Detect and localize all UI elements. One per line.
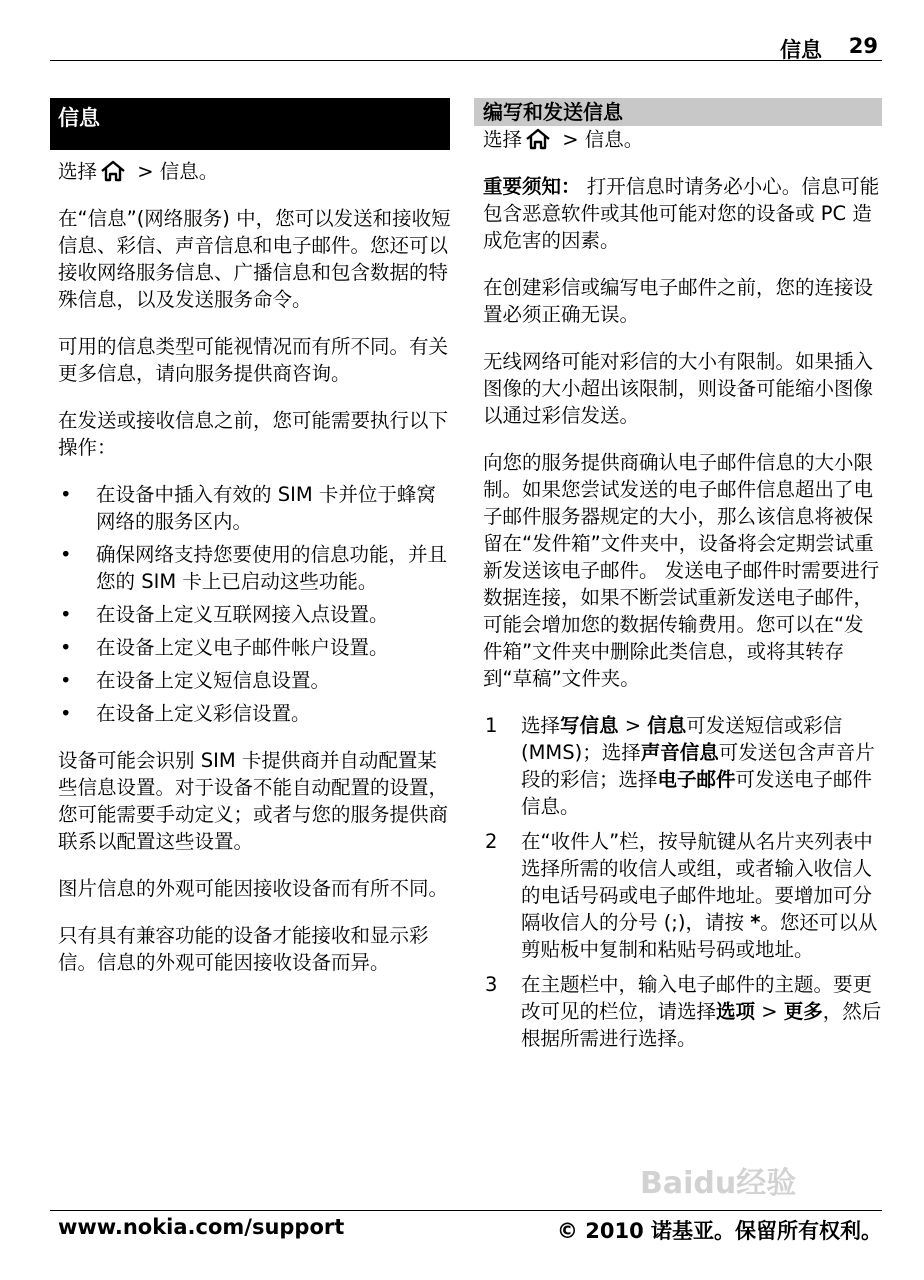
bullet-mark: • xyxy=(60,603,72,626)
step-text: 可发送包含声音片段的彩信；选择 xyxy=(521,741,875,791)
paragraph: 在创建彩信或编写电子邮件之前，您的连接设置必须正确无误。 xyxy=(483,276,874,326)
step-number: 1 xyxy=(485,714,498,737)
home-icon xyxy=(524,128,552,150)
left-column xyxy=(58,98,453,996)
list-item-text: 在设备上定义短信息设置。 xyxy=(96,669,331,692)
list-item xyxy=(58,667,453,694)
select-path xyxy=(58,158,453,185)
list-item-text: 在设备上定义电子邮件帐户设置。 xyxy=(96,636,389,659)
paragraph: 设备可能会识别 SIM 卡提供商并自动配置某些信息设置。对于设备不能自动配置的设置，您可能需要手动定义；或者与您的服务提供商联系以配置这些设置。 xyxy=(58,749,449,853)
paragraph: 在“信息”(网络服务) 中，您可以发送和接收短信息、彩信、声音信息和电子邮件。您还可以接收网络服务信息、广播信息和包含数据的特殊信息，以及发送服务命令。 xyxy=(58,207,451,311)
paragraph: 只有具有兼容功能的设备才能接收和显示彩信。信息的外观可能因接收设备而异。 xyxy=(58,924,429,974)
section-heading-write-send: 编写和发送信息 xyxy=(474,98,882,126)
select-prefix: 选择 xyxy=(58,160,98,183)
paragraph: 无线网络可能对彩信的大小有限制。如果插入图像的大小超出该限制，则设备可能缩小图像以通过彩信发送。 xyxy=(483,350,874,427)
list-item xyxy=(58,700,453,727)
bullet-mark: • xyxy=(60,543,72,566)
copyright: © 2010 诺基亚。保留所有权利。 xyxy=(556,1219,882,1243)
important-label: 重要须知： xyxy=(483,175,581,198)
select-prefix: 选择 xyxy=(483,128,523,151)
list-item xyxy=(58,541,453,595)
section-heading-messages: 信息 xyxy=(50,98,450,150)
step-emphasis: * xyxy=(750,911,761,934)
step-text: > xyxy=(755,1000,784,1023)
step-text: 选择 xyxy=(521,714,561,737)
step-text: ，然后根据所需进行选择。 xyxy=(521,1000,882,1050)
step-emphasis: 声音信息 xyxy=(640,741,719,764)
home-icon xyxy=(99,160,127,182)
step-text: 。您还可以从剪贴板中复制和粘贴号码或地址。 xyxy=(521,911,878,961)
bullet-mark: • xyxy=(60,483,72,506)
step-text: > xyxy=(618,714,648,737)
bullet-mark: • xyxy=(60,702,72,725)
step-text: 可发送电子邮件信息。 xyxy=(521,768,873,818)
paragraph: 在发送或接收信息之前，您可能需要执行以下操作： xyxy=(58,409,449,459)
page-footer xyxy=(50,1210,882,1243)
list-item xyxy=(58,601,453,628)
step-number: 2 xyxy=(485,830,498,853)
numbered-steps xyxy=(483,712,882,1052)
step-emphasis: 电子邮件 xyxy=(657,768,736,791)
support-url: www.nokia.com/support xyxy=(58,1215,345,1239)
list-item-text: 确保网络支持您要使用的信息功能，并且您的 SIM 卡上已启动这些功能。 xyxy=(96,543,448,593)
step-text: 在主题栏中，输入电子邮件的主题。要更改可见的栏位，请选择 xyxy=(521,973,873,1023)
step-emphasis: 选项 xyxy=(716,1000,756,1023)
select-suffix: > 信息。 xyxy=(556,128,644,151)
step-item xyxy=(483,712,882,820)
paragraph: 可用的信息类型可能视情况而有所不同。有关更多信息，请向服务提供商咨询。 xyxy=(58,335,449,385)
paragraph: 图片信息的外观可能因接收设备而有所不同。 xyxy=(58,877,449,900)
page-number: 29 xyxy=(848,34,878,58)
step-emphasis: 信息 xyxy=(647,714,687,737)
list-item xyxy=(58,634,453,661)
bullet-mark: • xyxy=(60,636,72,659)
bullet-mark: • xyxy=(60,669,72,692)
select-path xyxy=(483,126,882,153)
important-note xyxy=(483,173,882,254)
select-suffix: > 信息。 xyxy=(131,160,219,183)
step-item xyxy=(483,971,882,1052)
header-title: 信息 xyxy=(780,38,822,62)
step-text: 在“收件人”栏，按导航键从名片夹列表中选择所需的收信人或组，或者输入收信人的电话号码或电子邮件地址。要增加可分隔收信人的分号 (;)，请按 xyxy=(521,830,873,934)
step-item xyxy=(483,828,882,963)
list-item-text: 在设备上定义互联网接入点设置。 xyxy=(96,603,389,626)
step-text: 可发送短信或彩信 (MMS)；选择 xyxy=(521,714,843,764)
step-emphasis: 更多 xyxy=(783,1000,823,1023)
step-number: 3 xyxy=(485,973,498,996)
list-item-text: 在设备中插入有效的 SIM 卡并位于蜂窝网络的服务区内。 xyxy=(96,483,436,533)
page-header xyxy=(50,32,882,61)
right-column xyxy=(483,98,882,1060)
paragraph: 向您的服务提供商确认电子邮件信息的大小限制。如果您尝试发送的电子邮件信息超出了电子邮件服务器规定的大小，那么该信息将被保留在“发件箱”文件夹中，设备将会定期尝试重新发送该电子邮件。 发送电子邮件时需要进行数据连接，如果不断尝试重新发送电子邮件，可能会增加您的数据传输费用。您可以在“发件箱”文件夹中删除此类信息，或将其转存到“草稿”文件夹。 xyxy=(483,451,880,690)
step-emphasis: 写信息 xyxy=(560,714,619,737)
list-item xyxy=(58,481,453,535)
important-text: 打开信息时请务必小心。信息可能包含恶意软件或其他可能对您的设备或 PC 造成危害的因素。 xyxy=(483,175,880,252)
baidu-watermark: Baidu经验 xyxy=(640,1166,797,1201)
bullet-list xyxy=(58,481,453,727)
list-item-text: 在设备上定义彩信设置。 xyxy=(96,702,311,725)
